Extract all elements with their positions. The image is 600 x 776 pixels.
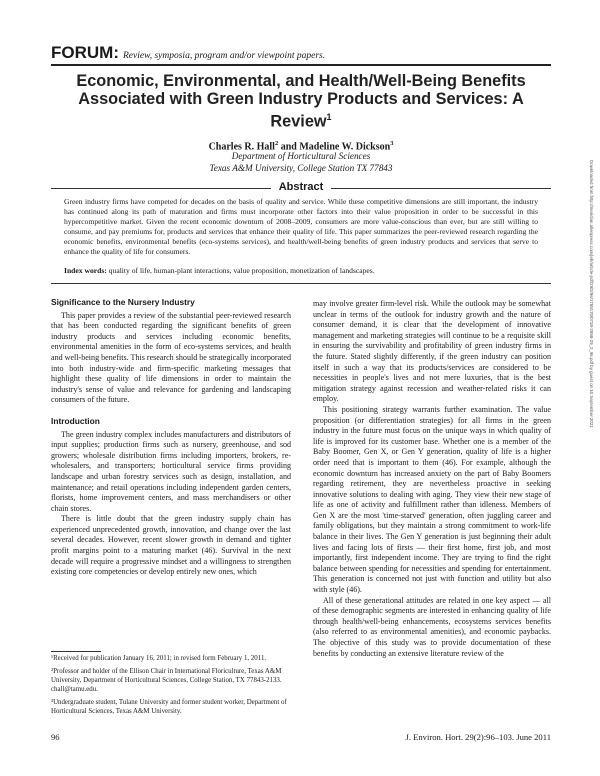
index-words-label: Index words: [64, 266, 107, 275]
affiliation-university: Texas A&M University, College Station TX 77843 [209, 162, 393, 173]
forum-header [51, 44, 551, 65]
abstract-heading-bar [51, 181, 551, 195]
section-heading-introduction: Introduction [51, 415, 100, 426]
paragraph: may involve greater firm-level risk. While the outlook may be somewhat unclear in terms of the outlook for industry growth and the nature of consumer demand, it is clear that the development of innovative management and marketing strategies will continue to be a requisite skill in ensuring the survivability and profitability of green industry firms in the future. Stated slightly differently, if the green industry can position itself in such a way that its products/services are considered to be necessities in people's lives and not mere luxuries, that is the best mitigation strategy against recession and weather-related risks it can employ. [313, 299, 551, 404]
author-dickson: Madeline W. Dickson [299, 141, 391, 153]
paragraph: This paper provides a review of the substantial peer-reviewed research that has been conducted regarding the significant benefits of green industry products and services including economic benefits, environmental amenities in the form of eco-systems services, and health and well-being benefits. This research should be strategically incorporated into both industry-wide and firm-specific marketing messages that highlight these quality of life dimensions in order to maintain the industry's sense of value and relevance for gardening and landscaping consumers of the future. [51, 310, 291, 405]
author-hall: Charles R. Hall [208, 141, 275, 153]
affiliation [51, 151, 551, 174]
title-footnote-marker: 1 [326, 112, 332, 122]
abstract-heading: Abstract [278, 181, 324, 193]
author-line: Charles R. Hall$^2$ and Madeline W. Dickson$^3$ [208, 140, 394, 153]
journal-citation: J. Environ. Hort. 29(2):96–103. June 2011 [405, 732, 551, 742]
forum-subtitle: Review, symposia, program and/or viewpoint papers. [122, 51, 326, 61]
footnote: ¹Received for publication January 16, 2011; in revised form February 1, 2011. [51, 655, 267, 662]
article-title: Economic, Environmental, and Health/Well-Being Benefits Associated with Green Industry Products and Services: A Review$^1$ [76, 72, 526, 131]
index-words-list: quality of life, human-plant interactions, value proposition, monetization of landscapes. [106, 266, 375, 275]
right-column [313, 299, 551, 659]
footnote: ²Professor and holder of the Ellison Chair in International Floriculture, Texas A&M University, Department of Horticultural Sciences, College Station, TX 77843-2133. chall@tamu.edu. [51, 667, 282, 693]
footnotes [51, 655, 291, 720]
paragraph: There is little doubt that the green industry supply chain has experienced unprecedented growth, innovation, and change over the last several decades. However, recent slower growth in demand and tighter profit margins point to a maturing market (46). Survival in the next decade will require a progressive mindset and a willingness to strengthen existing core competencies or develop entirely new ones, which [51, 514, 291, 577]
page-number: 96 [51, 732, 60, 742]
affiliation-department: Department of Horticultural Sciences [231, 151, 371, 161]
footnote-rule [51, 651, 101, 652]
section-heading-significance: Significance to the Nursery Industry [51, 297, 195, 307]
index-words [64, 266, 538, 276]
paragraph: This positioning strategy warrants further examination. The value proposition (or differentiation strategies) for all firms in the green industry in the future must focus on the unique ways in which quality of life is improved for its customer base. Whether one is a member of the Baby Boomer, Gen X, or Gen Y generation, quality of life is a higher order need that is important to them (46). For example, although the economic downturn has increased anxiety on the part of Baby Boomers regarding retirement, they are nevertheless proactive in seeking innovative solutions to dealing with aging. They view their new stage of life as one of activity and fulfillment rather than idleness. Members of Gen X are the most 'time-starved' generation, often juggling career and family obligations, but they maintain a strong commitment to work-life balance in their lives. The Gen Y generation is just beginning their adult lives and facing lots of firsts — their first home, first job, and most importantly, first independent income. They are trying to find the right balance between spending for necessities and spending for entertainment. This generation is concerned not just with function and utility but also with style (46). [313, 404, 551, 595]
paragraph: The green industry complex includes manufacturers and distributors of input supplies; production firms such as nursery, greenhouse, and sod growers; wholesale distribution firms including importers, brokers, re-wholesalers, and transporters; horticultural service firms providing landscape and urban forestry services such as design, installation, and maintenance; and retail operations including independent garden centers, florists, home improvement centers, and mass merchandisers or other chain stores. [51, 429, 291, 513]
footnote: ³Undergraduate student, Tulane University and former student worker, Department of Horticultural Sciences, Texas A&M University. [51, 698, 287, 715]
download-watermark-text: Downloaded from http://meridian.allenpress.com/jeh/article-pdf/29/2/96/1755170/0738-2898-29_2_96.pdf by guest on 10 September 2021 [589, 160, 594, 428]
abstract-bottom-rule [51, 283, 551, 284]
header-rule [51, 64, 551, 66]
left-column [51, 297, 291, 578]
abstract-rule-right [331, 188, 551, 189]
abstract-text: Green industry firms have competed for decades on the basis of quality and service. While these competitive dimensions are still important, the industry has continued along its path of maturation and firms must incorporate other factors into their value proposition in order to be successful in this hypercompetitive market. Given the recent economic downturn of 2008–2009, consumers are more value-conscious than ever, but are still willing to consume, and pay premiums for, products and services that enhance their quality of life. This paper summarizes the peer-reviewed research regarding the economic benefits, environmental benefits (eco-systems services), and health/well-being benefits of green industry products and services that serve to enhance the quality of life for consumers. [64, 197, 538, 257]
paragraph: All of these generational attitudes are related in one key aspect — all of these demographic segments are interested in enhancing quality of life through health/well-being enhancements, ecosystems services benefits (also referred to as environmental amenities), and economic paybacks. The objective of this study was to provide documentation of these benefits by conducting an extensive literature review of the [313, 595, 551, 658]
abstract-rule-left [51, 188, 271, 189]
forum-label: FORUM: [51, 43, 119, 62]
